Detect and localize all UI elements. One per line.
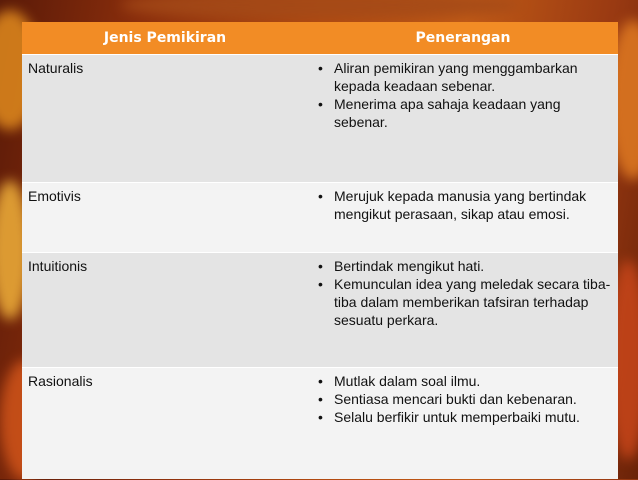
description-bullet: • Menerima apa sahaja keadaan yang sebenar. [334,95,612,131]
table-header [22,22,618,54]
header-jenis-pemikiran: Jenis Pemikiran [103,30,227,46]
row-type-label: Naturalis [28,60,84,76]
row-type-label: Rasionalis [28,373,93,389]
description-bullet: • Sentiasa mencari bukti dan kebenaran. [334,390,612,408]
table-row [22,252,618,367]
autumn-leaves-decoration [120,0,520,20]
row-description [308,253,618,367]
table-row [22,182,618,252]
description-bullet: • Aliran pemikiran yang menggambarkan kepada keadaan sebenar. [334,59,612,95]
table-row [22,54,618,182]
header-penerangan: Penerangan [415,30,511,46]
description-bullet: • Selalu berfikir untuk memperbaiki mutu. [334,408,612,426]
row-type-label: Emotivis [28,188,81,204]
description-bullet: • Merujuk kepada manusia yang bertindak mengikut perasaan, sikap atau emosi. [334,187,612,223]
row-description [308,368,618,479]
table-row [22,367,618,479]
description-bullet: • Kemunculan idea yang meledak secara tiba-tiba dalam memberikan tafsiran terhadap sesuatu perkara. [334,275,612,329]
row-type-label: Intuitionis [28,258,88,274]
description-bullet: • Bertindak mengikut hati. [334,257,612,275]
description-bullet: • Mutlak dalam soal ilmu. [334,372,612,390]
thinking-types-table [22,22,618,479]
row-description [308,183,618,252]
row-description [308,55,618,182]
